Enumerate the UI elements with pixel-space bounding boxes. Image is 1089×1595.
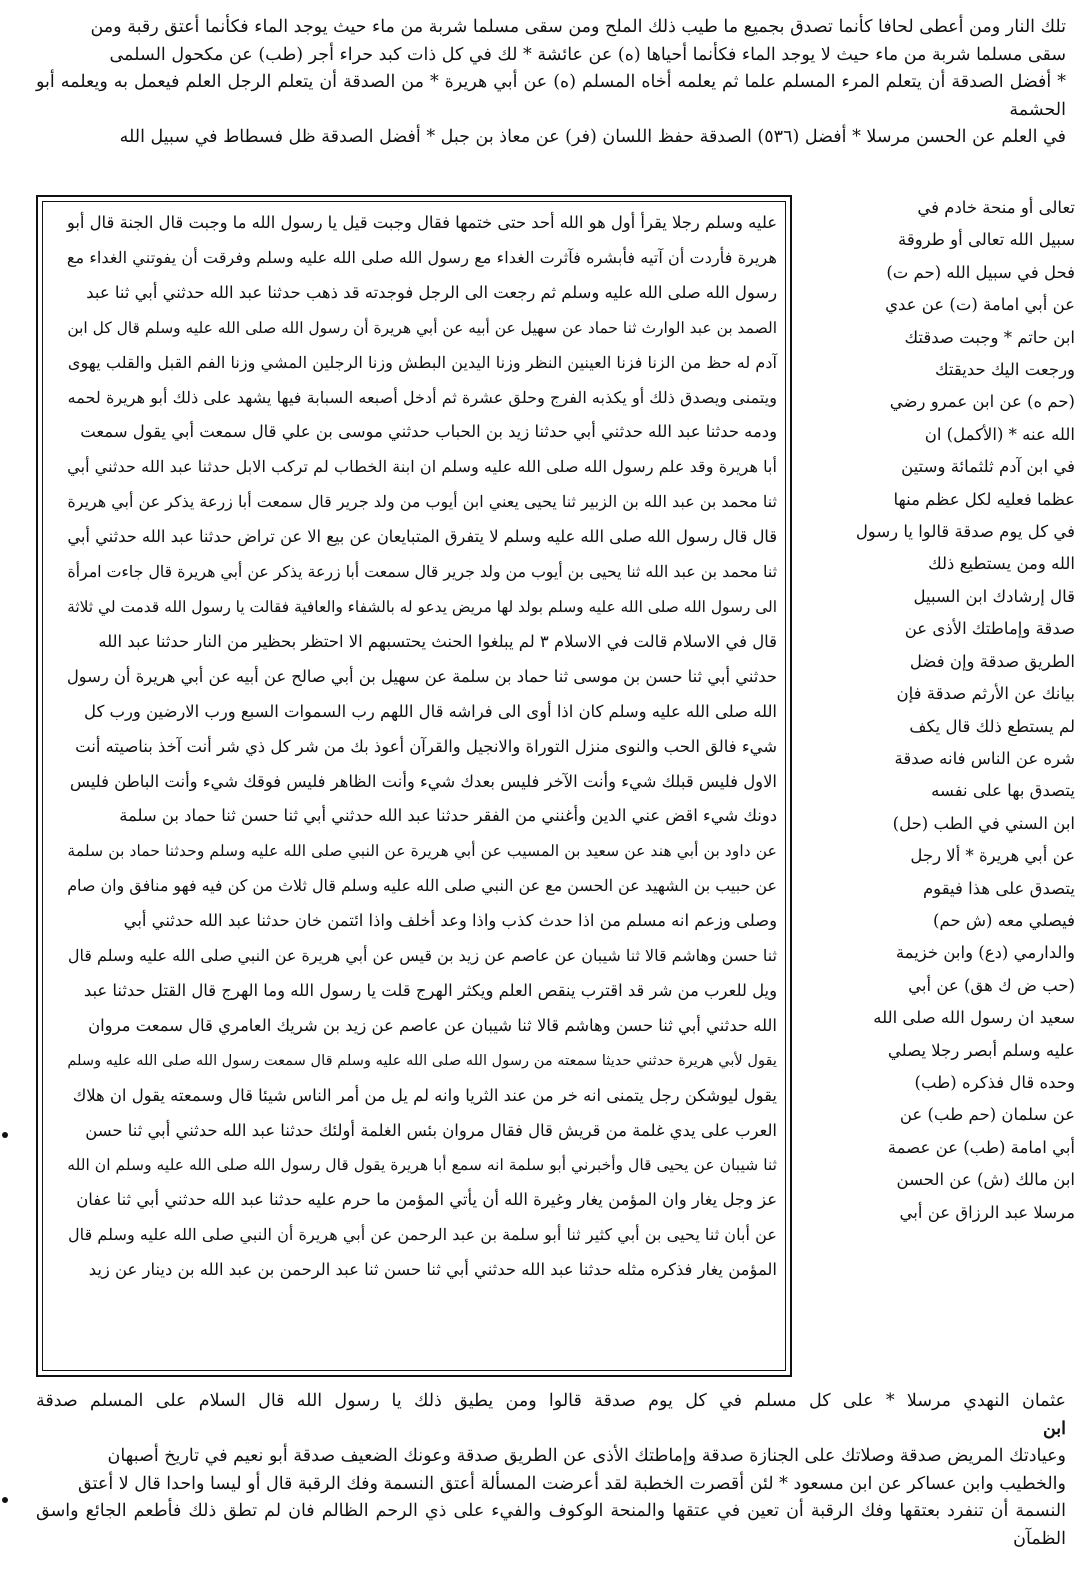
frame-line: ودمه حدثنا عبد الله حدثني أبي حدثنا زيد بن الحباب حدثني موسى بن علي قال سمعت أبي يقول سمعت bbox=[80, 422, 777, 442]
side-line: سعيد ان رسول الله صلى الله bbox=[873, 1008, 1075, 1028]
frame-line: عز وجل يغار وان المؤمن يغار وغيرة الله أن يأتي المؤمن ما حرم عليه حدثنا عبد الله حدثني أبي ثنا عفان bbox=[76, 1190, 777, 1210]
frame-line: عن داود بن أبي هند عن سعيد بن المسيب عن أبي هريرة عن النبي صلى الله عليه وسلم وحدثنا حماد بن سلمة bbox=[67, 841, 777, 861]
side-line: فحل في سبيل الله (حم ت) bbox=[886, 262, 1075, 282]
frame-line: الى رسول الله صلى الله عليه وسلم بولد لها مريض يدعو له بالشفاء والعافية فقالت يا رسول الله قدمت لي ثلاثة bbox=[67, 597, 777, 616]
top-line: في العلم عن الحسن مرسلا * أفضل (٥٣٦) الصدقة حفظ اللسان (فر) عن معاذ بن جبل * أفضل الصدقة ظل فسطاط في سبيل الله bbox=[119, 127, 1066, 147]
side-line: الله ومن يستطيع ذلك bbox=[928, 554, 1075, 574]
frame-line: هريرة فأردت أن آتيه فأبشره فآثرت الغداء مع رسول الله صلى الله عليه وسلم وفرقت أن يفوتني الغداء مع bbox=[66, 247, 777, 267]
frame-line: عن حبيب بن الشهيد عن الحسن مع عن النبي صلى الله عليه وسلم قال ثلاث من كن فيه فهو منافق وان صام bbox=[67, 876, 777, 896]
frame-line: ويتمنى ويصدق ذلك أو يكذبه الفرج وحلق عشرة ثم أدخل أصبعه السبابة فيها يشهد على ذلك أبو هريرة لحمه bbox=[67, 387, 777, 407]
scan-speck bbox=[2, 1132, 8, 1138]
main-text-frame bbox=[36, 195, 792, 1377]
frame-line: ثنا شيبان عن يحيى قال وأخبرني أبو سلمة انه سمع أبا هريرة يقول قال رسول الله صلى الله عليه وسلم ان الله bbox=[67, 1156, 777, 1175]
frame-line: عليه وسلم رجلا يقرأ أول هو الله أحد حتى ختمها فقال وجبت قيل يا رسول الله ما وجبت قال الجنة قال أبو bbox=[66, 213, 777, 232]
frame-line: دونك شيء اقض عني الدين وأغنني من الفقر حدثنا عبد الله حدثني أبي ثنا حسن ثنا حماد بن سلمة bbox=[119, 806, 777, 826]
frame-line: ثنا محمد بن عبد الله بن الزبير ثنا يحيى يعني ابن أيوب من ولد جرير قال سمعت أبا زرعة يذكر عن أبي هريرة bbox=[67, 492, 777, 512]
frame-line: آدم له حظ من الزنا فزنا العينين النظر وزنا اليدين البطش وزنا الرجلين المشي وزنا الفم القبل والقلب يهوى bbox=[67, 352, 777, 372]
frame-line: العرب على يدي غلمة من قريش قال فقال مروان بئس الغلمة أولئك حدثنا عبد الله حدثني أبي ثنا حسن bbox=[85, 1120, 777, 1140]
frame-line: شيء فالق الحب والنوى منزل التوراة والانجيل والقرآن أعوذ بك من شر كل ذي شر أنت آخذ بناصيته أنت bbox=[75, 736, 777, 756]
bottom-line: النسمة أن تنفرد بعتقها وفك الرقبة أن تعين في عتقها والمنحة الوكوف والفيء على ذي الرحم الظالم فان لم تطق ذلك فأطعم الجائع واسق الظمآن bbox=[36, 1501, 1066, 1549]
scan-speck bbox=[2, 1497, 8, 1503]
frame-line: رسول الله صلى الله عليه وسلم ثم رجعت الى الرجل فوجدته قد ذهب حدثنا عبد الله حدثني أبي ثنا عبد bbox=[86, 282, 777, 302]
side-line: شره عن الناس فانه صدقة bbox=[894, 748, 1075, 768]
side-line: أبي امامة (طب) عن عصمة bbox=[887, 1137, 1075, 1157]
bottom-line: وعيادتك المريض صدقة وصلاتك على الجنازة صدقة وإماطتك الأذى عن الطريق صدقة وعونك الضعيف صدقة أبو نعيم في تاريخ أصبهان bbox=[107, 1446, 1066, 1466]
bottom-line bbox=[36, 1388, 1066, 1443]
top-line: سقى مسلما شربة من ماء حيث لا يوجد الماء فكأنما أحياها (ه) عن عائشة * لك في كل ذات كبد حراء أجر (طب) عن مكحول السلمى bbox=[109, 44, 1066, 65]
frame-line: الاول فليس قبلك شيء وأنت الآخر فليس بعدك شيء وأنت الظاهر فليس فوقك شيء وأنت الباطن فليس bbox=[69, 771, 777, 791]
frame-line: حدثني أبي ثنا حسن بن موسى ثنا حماد بن سلمة عن سهيل بن أبي صالح عن أبيه عن أبي هريرة أن رسول bbox=[66, 666, 777, 686]
side-line: سبيل الله تعالى أو طروقة bbox=[897, 230, 1075, 250]
side-line: الطريق صدقة وإن فضل bbox=[909, 651, 1075, 671]
side-line: عن أبي امامة (ت) عن عدي bbox=[885, 295, 1075, 315]
side-line: عليه وسلم أبصر رجلا يصلي bbox=[887, 1040, 1075, 1060]
frame-line: ثنا حسن وهاشم قالا ثنا شيبان عن عاصم عن زيد بن قيس عن أبي هريرة عن النبي صلى الله عليه وسلم قال bbox=[67, 946, 777, 966]
side-line: تعالى أو منحة خادم في bbox=[917, 198, 1075, 217]
frame-line: عن أبان ثنا يحيى بن أبي كثير ثنا أبو سلمة بن عبد الرحمن عن أبي هريرة أن النبي صلى الله عليه وسلم قال bbox=[67, 1225, 777, 1245]
frame-line: ويل للعرب من شر قد اقترب ينقص العلم ويكثر الهرج قلت يا رسول الله وما الهرج قال القتل حدثنا عبد bbox=[83, 980, 777, 1000]
side-line: (حب ض ك هق) عن أبي bbox=[908, 975, 1075, 995]
frame-line: قال قال رسول الله صلى الله عليه وسلم لا يتفرق المتبايعان عن بيع الا عن تراض حدثنا عبد الله حدثني أبي bbox=[67, 527, 777, 547]
side-line: فيصلي معه (ش حم) bbox=[933, 910, 1075, 930]
bottom-line: والخطيب وابن عساكر عن ابن مسعود * لئن أقصرت الخطبة لقد أعرضت المسألة أعتق النسمة وفك الرقبة قال أو ليسا واحدا قال لا أعتق bbox=[78, 1473, 1066, 1494]
side-line: ابن حاتم * وجبت صدقتك bbox=[904, 327, 1075, 347]
top-line: تلك النار ومن أعطى لحافا كأنما تصدق بجميع ما طيب ذلك الملح ومن سقى مسلما شربة من ماء حيث يوجد الماء فكأنما أعتق رقبة ومن bbox=[90, 17, 1066, 37]
side-line: الله عنه * (الأكمل) ان bbox=[924, 424, 1075, 444]
side-line: ابن السني في الطب (حل) bbox=[892, 813, 1075, 833]
side-margin-column bbox=[825, 192, 1075, 1229]
side-line: عظما فعليه لكل عظم منها bbox=[893, 489, 1075, 509]
frame-line: قال في الاسلام قالت في الاسلام ٣ لم يبلغوا الحنث يحتسبهم الا احتظر بحظير من النار حدثنا عبد الله bbox=[98, 631, 777, 651]
frame-line: المؤمن يغار فذكره مثله حدثنا عبد الله حدثني أبي ثنا حسن ثنا عبد الرحمن بن عبد الله بن دينار عن زيد bbox=[88, 1260, 777, 1280]
frame-line: يقول ليوشكن رجل يتمنى انه خر من عند الثريا وانه لم يل من أمر الناس شيئا قال وسمعته يقول ان هلاك bbox=[72, 1085, 777, 1105]
side-line: في كل يوم صدقة قالوا يا رسول bbox=[855, 522, 1075, 542]
side-line: يتصدق على هذا فيقوم bbox=[922, 878, 1075, 898]
side-line: (حم ه) عن ابن عمرو رضي bbox=[889, 392, 1075, 412]
side-line: قال إرشادك ابن السبيل bbox=[913, 586, 1075, 606]
side-line: ابن مالك (ش) عن الحسن bbox=[896, 1170, 1075, 1190]
frame-line: الله صلى الله عليه وسلم كان اذا أوى الى فراشه قال اللهم رب السموات السبع ورب الارضين ورب كل bbox=[84, 701, 777, 721]
frame-line: الصمد بن عبد الوارث ثنا حماد عن سهيل عن أبيه عن أبي هريرة أن رسول الله صلى الله عليه وسلم قال كل ابن bbox=[67, 318, 777, 337]
side-line: صدقة وإماطتك الأذى عن bbox=[904, 619, 1075, 639]
side-line: يتصدق بها على نفسه bbox=[931, 781, 1075, 801]
top-margin-text bbox=[36, 14, 1066, 152]
frame-line: ثنا محمد بن عبد الله ثنا يحيى بن أيوب من ولد جرير قال سمعت أبا زرعة يذكر عن أبي هريرة قال جاءت امرأة bbox=[67, 562, 777, 582]
bottom-line-text: عثمان النهدي مرسلا * على كل مسلم في كل يوم صدقة قالوا ومن يطيق ذلك يا رسول الله قال السلام على المسلم صدقة bbox=[36, 1391, 1066, 1411]
side-line: مرسلا عبد الرزاق عن أبي bbox=[899, 1202, 1075, 1222]
frame-line: أبا هريرة وقد علم رسول الله صلى الله عليه وسلم ان ابنة الخطاب لم تركب الابل حدثنا عبد الله حدثني أبي bbox=[67, 457, 777, 477]
frame-line: يقول لأبي هريرة حدثني حديثا سمعته من رسول الله صلى الله عليه وسلم قال سمعت رسول الله صلى الله عليه وسلم bbox=[67, 1051, 777, 1069]
side-line: بيانك عن الأرثم صدقة فإن bbox=[896, 684, 1075, 704]
side-line: في ابن آدم ثلثمائة وستين bbox=[901, 457, 1075, 477]
side-line: والدارمي (دع) وابن خزيمة bbox=[895, 943, 1075, 963]
main-text-body bbox=[42, 201, 786, 1371]
side-line: ورجعت اليك حديقتك bbox=[935, 360, 1075, 380]
side-line: لم يستطع ذلك قال يكف bbox=[909, 716, 1075, 736]
frame-line: الله حدثني أبي ثنا حسن وهاشم قالا ثنا شيبان عن عاصم عن زيد بن شريك العامري قال سمعت مروان bbox=[88, 1015, 777, 1035]
top-line: * أفضل الصدقة أن يتعلم المرء المسلم علما ثم يعلمه أخاه المسلم (ه) عن أبي هريرة * من الصدقة أن يتعلم الرجل العلم فيعمل به ويعلمه أبو الحشمة bbox=[36, 72, 1066, 120]
catchword: ابن bbox=[1042, 1418, 1066, 1439]
side-line: وحده قال فذكره (طب) bbox=[914, 1072, 1075, 1092]
bottom-margin-text bbox=[36, 1388, 1066, 1553]
side-line: عن أبي هريرة * ألا رجل bbox=[910, 846, 1075, 866]
side-line: عن سلمان (حم طب) عن bbox=[899, 1105, 1075, 1125]
frame-line: وصلى وزعم انه مسلم من اذا حدث كذب واذا وعد أخلف واذا ائتمن خان حدثنا عبد الله حدثني أبي bbox=[123, 911, 777, 931]
